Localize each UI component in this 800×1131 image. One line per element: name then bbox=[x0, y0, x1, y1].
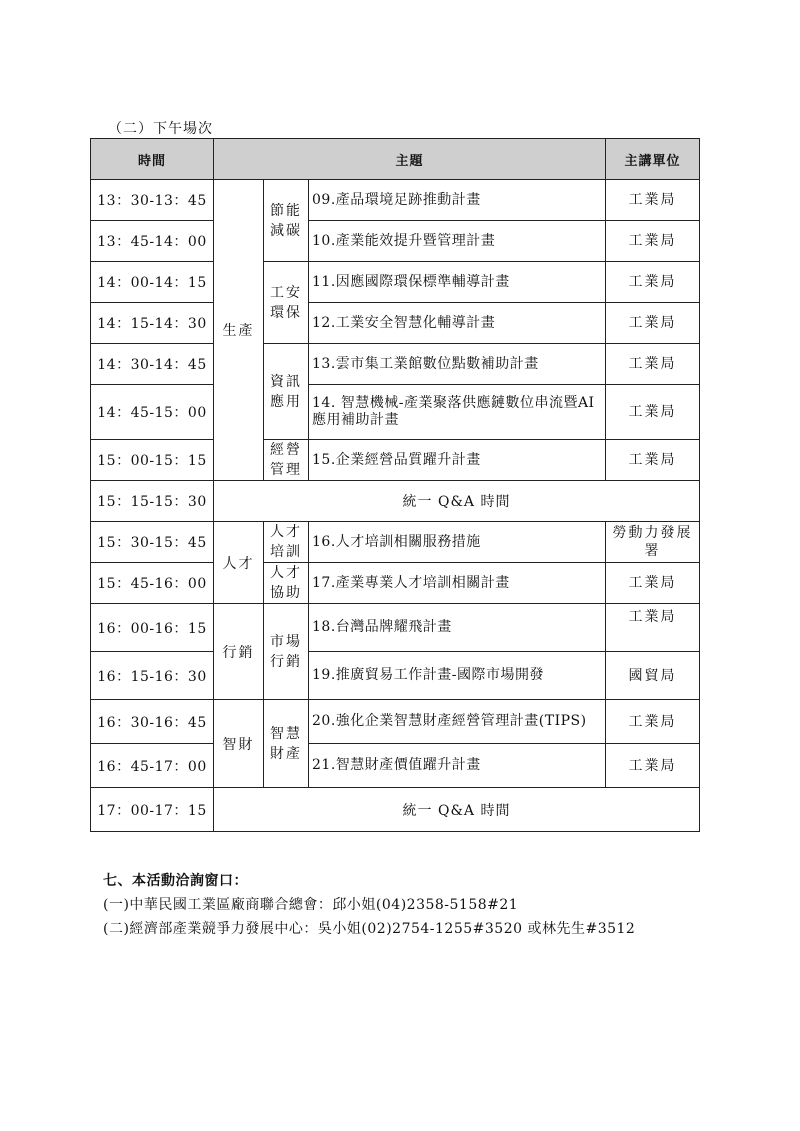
header-unit: 主講單位 bbox=[606, 139, 700, 180]
contact-title: 七、本活動洽詢窗口： bbox=[103, 873, 248, 889]
table-row bbox=[91, 563, 700, 604]
table-row bbox=[91, 180, 700, 221]
category-ip: 智財 bbox=[214, 700, 264, 788]
time-cell: 15：15-15：30 bbox=[91, 481, 214, 522]
topic-cell: 20.強化企業智慧財產經營管理計畫(TIPS) bbox=[309, 700, 606, 744]
qa-cell: 統一 Q&A 時間 bbox=[214, 788, 700, 832]
table-row bbox=[91, 522, 700, 563]
topic-cell: 12.工業安全智慧化輔導計畫 bbox=[309, 303, 606, 344]
time-cell: 17：00-17：15 bbox=[91, 788, 214, 832]
table-row bbox=[91, 744, 700, 788]
unit-cell: 工業局 bbox=[606, 344, 700, 385]
time-cell: 14：45-15：00 bbox=[91, 385, 214, 440]
unit-cell: 勞動力發展署 bbox=[606, 522, 700, 563]
topic-cell: 14. 智慧機械-產業聚落供應鏈數位串流暨AI應用補助計畫 bbox=[309, 385, 606, 440]
schedule-table bbox=[90, 138, 700, 832]
time-cell: 16：15-16：30 bbox=[91, 652, 214, 700]
header-topic: 主題 bbox=[214, 139, 606, 180]
contact-line-2: (二)經濟部產業競爭力發展中心：吳小姐(02)2754-1255#3520 或林先生#3512 bbox=[103, 921, 636, 937]
time-cell: 16：30-16：45 bbox=[91, 700, 214, 744]
table-row bbox=[91, 344, 700, 385]
topic-cell: 11.因應國際環保標準輔導計畫 bbox=[309, 262, 606, 303]
qa-cell: 統一 Q&A 時間 bbox=[214, 481, 700, 522]
table-header-row bbox=[91, 139, 700, 180]
table-row bbox=[91, 221, 700, 262]
unit-cell: 工業局 bbox=[606, 385, 700, 440]
topic-cell: 19.推廣貿易工作計畫-國際市場開發 bbox=[309, 652, 606, 700]
topic-cell: 13.雲市集工業館數位點數補助計畫 bbox=[309, 344, 606, 385]
contact-line-1: (一)中華民國工業區廠商聯合總會：邱小姐(04)2358-5158#21 bbox=[103, 897, 519, 913]
subcategory-management: 經營管理 bbox=[264, 440, 309, 481]
time-cell: 15：30-15：45 bbox=[91, 522, 214, 563]
table-row bbox=[91, 700, 700, 744]
unit-cell: 工業局 bbox=[606, 563, 700, 604]
section-title: （二）下午場次 bbox=[108, 121, 213, 137]
unit-cell: 工業局 bbox=[606, 180, 700, 221]
subcategory-training: 人才培訓 bbox=[264, 522, 309, 563]
topic-cell: 21.智慧財產價值躍升計畫 bbox=[309, 744, 606, 788]
table-row bbox=[91, 262, 700, 303]
topic-cell: 17.產業專業人才培訓相關計畫 bbox=[309, 563, 606, 604]
unit-cell: 工業局 bbox=[606, 221, 700, 262]
time-cell: 16：00-16：15 bbox=[91, 604, 214, 652]
unit-cell: 國貿局 bbox=[606, 652, 700, 700]
time-cell: 16：45-17：00 bbox=[91, 744, 214, 788]
table-row-qa bbox=[91, 481, 700, 522]
topic-cell: 16.人才培訓相關服務措施 bbox=[309, 522, 606, 563]
unit-cell: 工業局 bbox=[606, 440, 700, 481]
table-row bbox=[91, 652, 700, 700]
unit-cell: 工業局 bbox=[606, 744, 700, 788]
time-cell: 13：45-14：00 bbox=[91, 221, 214, 262]
topic-cell: 15.企業經營品質躍升計畫 bbox=[309, 440, 606, 481]
table-row bbox=[91, 303, 700, 344]
category-talent: 人才 bbox=[214, 522, 264, 604]
topic-cell: 18.台灣品牌耀飛計畫 bbox=[309, 604, 606, 652]
subcategory-ip: 智慧財產 bbox=[264, 700, 309, 788]
time-cell: 15：00-15：15 bbox=[91, 440, 214, 481]
subcategory-market: 市場行銷 bbox=[264, 604, 309, 700]
time-cell: 13：30-13：45 bbox=[91, 180, 214, 221]
unit-cell: 工業局 bbox=[606, 303, 700, 344]
table-row bbox=[91, 385, 700, 440]
unit-cell: 工業局 bbox=[606, 604, 700, 652]
table-row-qa bbox=[91, 788, 700, 832]
table-row bbox=[91, 604, 700, 652]
subcategory-info: 資訊應用 bbox=[264, 344, 309, 440]
subcategory-assist: 人才協助 bbox=[264, 563, 309, 604]
time-cell: 14：00-14：15 bbox=[91, 262, 214, 303]
header-time: 時間 bbox=[91, 139, 214, 180]
topic-cell: 10.產業能效提升暨管理計畫 bbox=[309, 221, 606, 262]
unit-cell: 工業局 bbox=[606, 262, 700, 303]
subcategory-safety: 工安環保 bbox=[264, 262, 309, 344]
topic-cell: 09.產品環境足跡推動計畫 bbox=[309, 180, 606, 221]
subcategory-energy: 節能減碳 bbox=[264, 180, 309, 262]
time-cell: 14：30-14：45 bbox=[91, 344, 214, 385]
time-cell: 15：45-16：00 bbox=[91, 563, 214, 604]
time-cell: 14：15-14：30 bbox=[91, 303, 214, 344]
unit-cell: 工業局 bbox=[606, 700, 700, 744]
category-marketing: 行銷 bbox=[214, 604, 264, 700]
table-row bbox=[91, 440, 700, 481]
category-production: 生產 bbox=[214, 180, 264, 481]
